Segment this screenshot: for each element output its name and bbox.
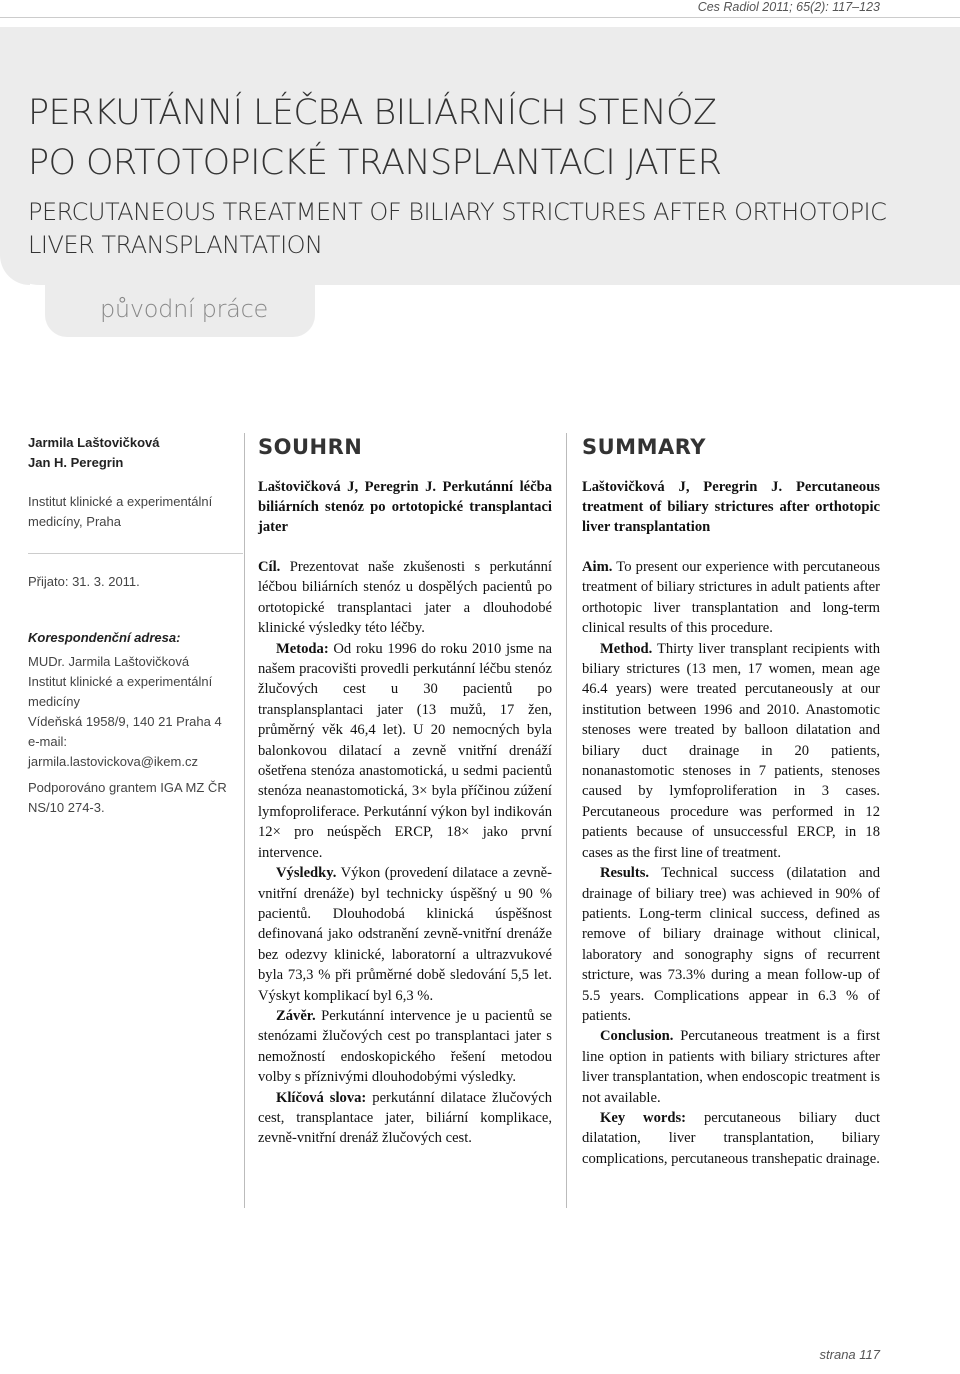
cil-label: Cíl. [258,559,281,575]
top-rule [0,17,960,18]
metoda-text: Od roku 1996 do roku 2010 jsme na našem pracovišti provedli perkutánní léčbu stenóz žlučových cest u 30 pacientů po transplansplantaci jater (13 mužů, 17 žen, průměrný věk 46,4 let). U 20 nemocných byla balonkovou dilatací a zevně vnitřní drenáží ošetřena stenóza anastomotická, u sedmi pacientů stenóza neanastomotická, 3× byla příčinou zúžení lymfoproliferace. Perkutánní výkon byl indikován 12× pro neúspěch ERCP, 18× jako první intervence. [258,640,552,861]
title-english-line-2: LIVER TRANSPLANTATION [28,231,323,259]
title-czech-line-2: PO ORTOTOPICKÉ TRANSPLANTACI JATER [28,143,722,183]
received-date: Přijato: 31. 3. 2011. [28,574,140,589]
affiliation-line: Institut klinické a experimentální [28,494,213,509]
results-text: Technical success (dilatation and drainage of biliary tree) was achieved in 90% of patients. Long-term clinical success, defined as remove of biliary drainage without clinical, laboratory and sonography signs of recurrent stricture, was 73.3% during a mean follow-up of 5.5 years. Complications appear in 6.3 % of patients. [582,865,880,1024]
aim-text: To present our experience with percutaneous treatment of biliary strictures in adult patients after orthotopic liver transplantation and long-term clinical results of this procedure. [582,559,880,637]
author-1: Jarmila Laštovičková [28,435,160,450]
zaver-label: Závěr. [276,1007,316,1024]
grant [28,778,238,818]
corr-line: MUDr. Jarmila Laštovičková [28,654,190,669]
author-2: Jan H. Peregrin [28,455,124,470]
summary-body [582,557,880,1169]
journal-reference: Ces Radiol 2011; 65(2): 117–123 [697,0,880,14]
conclusion-label: Conclusion. [600,1028,674,1045]
klicova-slova-text: perkutánní dilatace žlučových cest, transplantace jater, biliární komplikace, zevně-vnitřní drenáž žlučových cest. [258,1089,552,1147]
metoda-label: Metoda: [276,640,329,657]
corr-line: medicíny [28,694,81,709]
conclusion-text: Percutaneous treatment is a first line option in patients with biliary strictures after liver transplantation, when endoscopic treatment is not available. [582,1028,880,1106]
authors [28,433,238,473]
summary-citation: Laštovičková J, Peregrin J. Percutaneous treatment of biliary strictures after orthotopic liver transplantation [582,479,880,535]
title-english [28,196,886,262]
column-divider-2 [566,433,567,1208]
title-czech-line-1: PERKUTÁNNÍ LÉČBA BILIÁRNÍCH STENÓZ [28,93,717,133]
summary-heading: SUMMARY [582,435,706,459]
title-english-line-1: PERCUTANEOUS TREATMENT OF BILIARY STRICTURES AFTER ORTHOTOPIC [28,198,887,226]
zaver-text: Perkutánní intervence je u pacientů se stenózami žlučových cest po transplantaci jater s nemožností endoskopického řešení metodou volby s příznivými dlouhodobými výsledky. [258,1007,552,1086]
grant-line: NS/10 274-3. [28,800,105,815]
souhrn-citation: Laštovičková J, Peregrin J. Perkutánní léčba biliárních stenóz po ortotopické transplantaci jater [258,479,552,535]
corr-line: Institut klinické a experimentální [28,674,213,689]
results-label: Results. [600,865,650,882]
vysledky-text: Výkon (provedení dilatace a zevně-vnitřní drenáže) byl technicky úspěšný u 90 % pacientů. Dlouhodobá klinická úspěšnost definovaná jako odstranění zevně-vnitřní drenáže bez odezvy klinické, laboratorní a ultrazvukové byla 73,3 % při průměrné době sledování 5,5 let. Výskyt komplikací byl 6,3 %. [258,865,552,1004]
grant-line: Podporováno grantem IGA MZ ČR [28,780,227,795]
vysledky-label: Výsledky. [276,865,337,882]
correspondence [28,628,238,772]
article-type: původní práce [100,295,268,323]
sidebar-divider [28,553,243,554]
souhrn-body [258,557,552,1149]
page-number: strana 117 [819,1347,880,1362]
affiliation [28,492,238,532]
method-label: Method. [600,640,653,657]
klicova-slova-label: Klíčová slova: [276,1089,367,1106]
key-words-text: percutaneous biliary duct dilatation, liver transplantation, biliary complications, percutaneous transhepatic drainage. [582,1109,881,1167]
correspondence-heading: Korespondenční adresa: [28,630,181,645]
aim-label: Aim. [582,559,613,575]
cil-text: Prezentovat naše zkušenosti s perkutánní léčbou biliárních stenóz u dospělých pacientů po ortotopické transplantaci jater a dlouhodobé klinické výsledky této léčby. [258,559,552,637]
key-words-label: Key words: [600,1109,687,1126]
title-czech [28,88,721,188]
souhrn-heading: SOUHRN [258,435,363,459]
column-divider-1 [244,433,245,1208]
corr-email[interactable]: e-mail: jarmila.lastovickova@ikem.cz [28,734,198,769]
corr-line: Vídeňská 1958/9, 140 21 Praha 4 [28,714,222,729]
method-text: Thirty liver transplant recipients with biliary strictures (13 men, 17 women, mean age 46.4 years) were treated percutaneously at our institution between 1996 and 2010. Anastomotic stenoses were treated by balloon dilatation and biliary duct drainage in 20 patients, nonanastomotic stenoses in 7 patients, stenoses caused by lymfoproliferation in 3 cases. Percutaneous procedure was performed in 12 patients because of unsuccessful ERCP, in 18 cases as the first line of treatment. [582,640,880,861]
affiliation-line: medicíny, Praha [28,514,121,529]
